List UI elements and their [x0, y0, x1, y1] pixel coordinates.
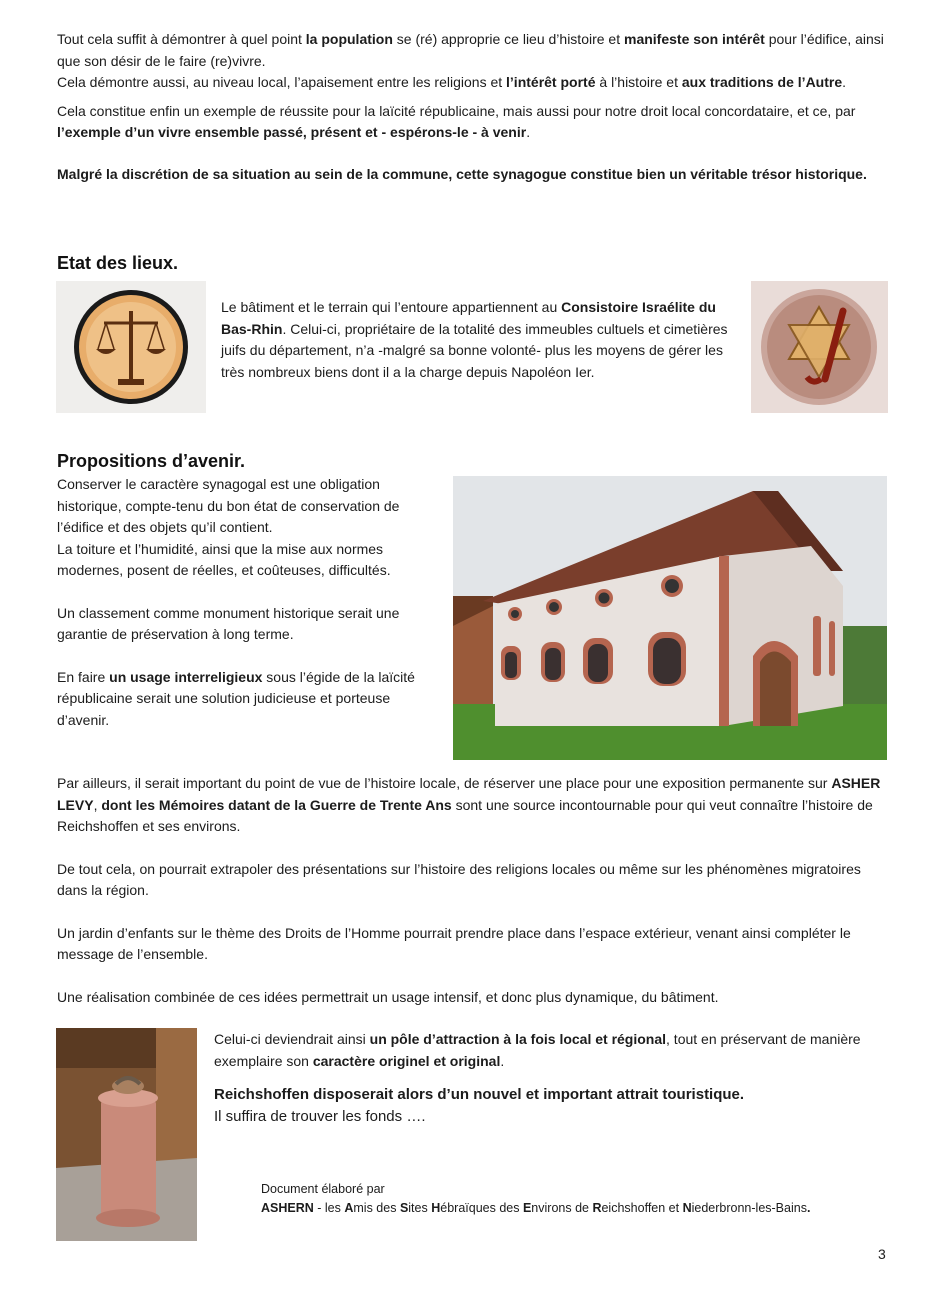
closing-section: [214, 1029, 894, 1127]
more-paragraph-1: Par ailleurs, il serait important du point de vue de l’histoire locale, de réserver une place pour une exposition permanente sur ASHER LEVY, dont les Mémoires datant de la Guerre de Trente Ans sont une source incontournable pour qui veut connaître l’histoire de Reichshoffen et ses environs.: [57, 775, 881, 834]
propositions-paragraph-2: La toiture et l’humidité, ainsi que la mise aux normes modernes, posent de réelles, et coûteuses, difficultés.: [57, 540, 391, 578]
synagogue-building-image: [453, 476, 887, 760]
scales-window-photo: [56, 281, 206, 413]
propositions-text-block: [57, 474, 437, 731]
scales-icon: [56, 281, 206, 413]
credit-block: [261, 1180, 901, 1218]
pillar-photo: [56, 1028, 197, 1241]
etat-paragraph: Le bâtiment et le terrain qui l’entoure appartiennent au Consistoire Israélite du Bas-Rhin. Celui-ci, propriétaire de la totalité des immeubles cultuels et cimetières juifs du département, n’a -malgré sa bonne volonté- plus les moyens de gérer les très nombreux biens dont il a la charge depuis Napoléon Ier.: [221, 299, 728, 380]
more-section: [57, 773, 892, 1008]
intro-paragraph-2: Cela démontre aussi, au niveau local, l’apaisement entre les religions et l’intérêt porté à l’histoire et aux traditions de l’Autre.: [57, 74, 847, 90]
stone-pillar-image: [56, 1028, 197, 1241]
propositions-paragraph-1: Conserver le caractère synagogal est une obligation historique, compte-tenu du bon état de conservation de l’édifice et des objets qu’il contient.: [57, 476, 400, 535]
intro-paragraph-4: Malgré la discrétion de sa situation au sein de la commune, cette synagogue constitue bien un véritable trésor historique.: [57, 165, 867, 182]
page-number: 3: [878, 1246, 886, 1262]
more-paragraph-4: Une réalisation combinée de ces idées permettrait un usage intensif, et donc plus dynamique, du bâtiment.: [57, 988, 719, 1005]
propositions-paragraph-4: En faire un usage interreligieux sous l’égide de la laïcité républicaine serait une solution judicieuse et porteuse d’avenir.: [57, 668, 415, 728]
etat-heading: Etat des lieux.: [57, 253, 179, 273]
intro-section: [57, 29, 887, 185]
star-of-david-window-photo: [751, 281, 888, 413]
propositions-paragraph-3: Un classement comme monument historique serait une garantie de préservation à long terme.: [57, 604, 400, 642]
closing-paragraph-3: Il suffira de trouver les fonds ….: [214, 1107, 426, 1125]
credit-line-2: ASHERN - les Amis des Sites Hébraïques des Environs de Reichshoffen et Niederbronn-les-Bains.: [261, 1201, 811, 1215]
star-of-david-icon: [751, 281, 888, 413]
etat-text-block: [221, 297, 736, 383]
more-paragraph-2: De tout cela, on pourrait extrapoler des présentations sur l’histoire des religions locales ou même sur les phénomènes migratoires dans la région.: [57, 860, 861, 898]
synagogue-photo: [453, 476, 887, 760]
intro-paragraph-1: Tout cela suffit à démontrer à quel point la population se (ré) approprie ce lieu d’histoire et manifeste son intérêt pour l’édifice, ainsi que son désir de le faire (re)vivre.: [57, 31, 884, 69]
closing-paragraph-2: Reichshoffen disposerait alors d’un nouvel et important attrait touristique.: [214, 1086, 745, 1103]
more-paragraph-3: Un jardin d’enfants sur le thème des Droits de l’Homme pourrait prendre place dans l’espace extérieur, venant ainsi compléter le message de l’ensemble.: [57, 924, 851, 962]
intro-paragraph-3: Cela constitue enfin un exemple de réussite pour la laïcité républicaine, mais aussi pour notre droit local concordataire, et ce, par l’exemple d’un vivre ensemble passé, présent et - espérons-le - à venir.: [57, 102, 856, 140]
closing-paragraph-1: Celui-ci deviendrait ainsi un pôle d’attraction à la fois local et régional, tout en préservant de manière exemplaire son caractère originel et original.: [214, 1031, 861, 1069]
propositions-heading: Propositions d’avenir.: [57, 451, 246, 471]
credit-line-1: Document élaboré par: [261, 1182, 385, 1196]
